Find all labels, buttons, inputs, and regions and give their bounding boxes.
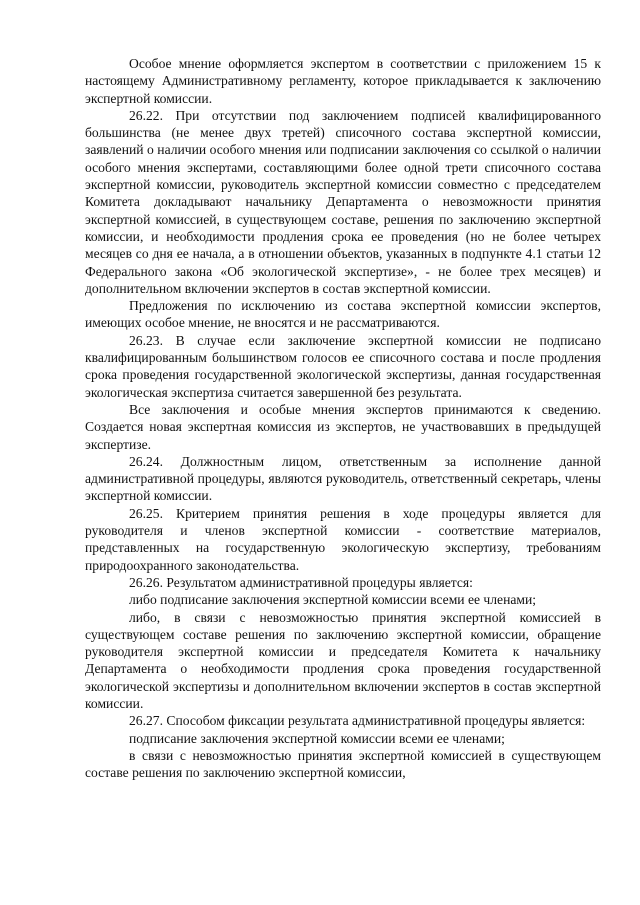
document-page — [85, 55, 601, 781]
paragraph-fixation-signing: подписание заключения экспертной комиссии всеми ее членами; — [129, 730, 505, 746]
paragraph-26-25: 26.25. Критерием принятия решения в ходе процедуры является для руководителя и членов экспертной комиссии - соответствие материалов, представленных на государственную экологическую экспертизу, требованиям природоохранного законодательства. — [85, 505, 601, 573]
paragraph-26-27: 26.27. Способом фиксации результата административной процедуры является: — [129, 713, 586, 729]
paragraph-new-commission: Все заключения и особые мнения экспертов принимаются к сведению. Создается новая экспертная комиссия из экспертов, не участвовавших в предыдущей экспертизе. — [85, 401, 601, 452]
paragraph-result-signing: либо подписание заключения экспертной комиссии всеми ее членами; — [129, 592, 537, 608]
paragraph-26-22: 26.22. При отсутствии под заключением подписей квалифицированного большинства (не менее двух третей) списочного состава экспертной комиссии, заявлений о наличии особого мнения или подписании заключения со ссылкой о наличии особого мнения экспертами, составляющими более одной трети списочного состава экспертной комиссии, руководитель экспертной комиссии совместно с председателем Комитета докладывают начальнику Департамента о невозможности принятия экспертной комиссией, в существующем составе, решения по заключению экспертной комиссии, и необходимости продления срока ее проведения (но не более четырех месяцев со дня ее начала, а в отношении объектов, указанных в подпункте 4.1 статьи 12 Федерального закона «Об экологической экспертизе», - не более трех месяцев) и дополнительном включении экспертов в состав экспертной комиссии. — [85, 107, 601, 296]
paragraph-fixation-impossibility: в связи с невозможностью принятия экспертной комиссией в существующем составе решения по заключению экспертной комиссии, — [85, 747, 601, 781]
paragraph-26-26: 26.26. Результатом административной процедуры является: — [129, 574, 473, 590]
paragraph-result-extension: либо, в связи с невозможностью принятия экспертной комиссией в существующем составе решения по заключению экспертной комиссии, обращение руководителя экспертной комиссии и председателя Комитета к начальнику Департамента о необходимости продления срока проведения государственной экологической экспертизы и дополнительном включении экспертов в состав экспертной комиссии. — [85, 609, 601, 711]
paragraph-exclusion-proposals: Предложения по исключению из состава экспертной комиссии экспертов, имеющих особое мнение, не вносятся и не рассматриваются. — [85, 298, 601, 331]
paragraph-special-opinion: Особое мнение оформляется экспертом в соответствии с приложением 15 к настоящему Административному регламенту, которое прикладывается к заключению экспертной комиссии. — [85, 56, 601, 106]
paragraph-26-23: 26.23. В случае если заключение экспертной комиссии не подписано квалифицированным большинством голосов ее списочного состава и после продления срока проведения государственной экологической экспертизы, данная государственная экологическая экспертиза считается завершенной без результата. — [85, 332, 601, 400]
paragraph-26-24: 26.24. Должностным лицом, ответственным за исполнение данной административной процедуры, являются руководитель, ответственный секретарь, члены экспертной комиссии. — [85, 453, 601, 504]
